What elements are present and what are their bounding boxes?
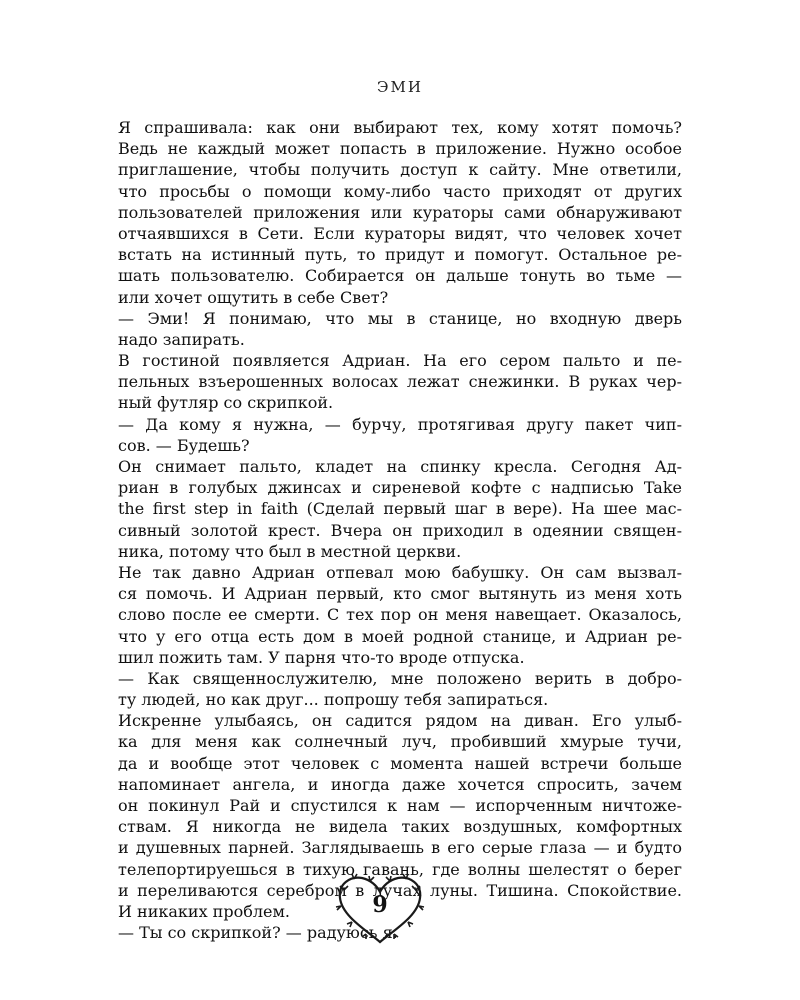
text-line: Он снимает пальто, кладет на спинку кресла. Сегодня Ад- xyxy=(118,457,682,476)
text-line: — Ты со скрипкой? — радуюсь я. xyxy=(118,923,398,943)
text-line: — Эми! Я понимаю, что мы в станице, но входную дверь xyxy=(118,308,682,328)
text-line: и переливаются серебром в лучах луны. Тишина. Спокойствие. xyxy=(118,880,682,900)
text-line: ный футляр со скрипкой. xyxy=(118,393,334,413)
text-line: телепортируешься в тихую гавань, где волны шелестят о берег xyxy=(118,859,682,879)
text-line: — Как священнослужителю, мне положено верить в добро- xyxy=(118,668,682,688)
page-number: 9 xyxy=(372,892,388,918)
text-line: ника, потому что был в местной церкви. xyxy=(118,541,462,561)
text-line: напоминает ангела, и иногда даже хочется спросить, зачем xyxy=(118,774,682,794)
text-line: встать на истинный путь, то придут и помогут. Остальное ре- xyxy=(118,245,682,265)
running-head: ЭМИ xyxy=(377,78,423,96)
text-line: шать пользователю. Собирается он дальше тонуть во тьме — xyxy=(118,266,682,286)
text-line: И никаких проблем. xyxy=(118,901,291,921)
text-line: Не так давно Адриан отпевал мою бабушку. Он сам вызвал- xyxy=(118,562,682,582)
text-line: да и вообще этот человек с момента нашей встречи больше xyxy=(118,753,682,773)
text-line: Я спрашивала: как они выбирают тех, кому хотят помочь? xyxy=(118,118,682,137)
text-line: ту людей, но как друг... попрошу тебя запираться. xyxy=(118,690,549,710)
page-number-ornament xyxy=(330,870,430,950)
text-line: Искренне улыбаясь, он садится рядом на диван. Его улыб- xyxy=(118,711,682,731)
text-line: сивный золотой крест. Вчера он приходил в одеянии священ- xyxy=(118,520,682,540)
text-line: он покинул Рай и спустился к нам — испорченным ничтоже- xyxy=(118,796,682,815)
text-line: и душевных парней. Заглядываешь в его серые глаза — и будто xyxy=(118,838,682,858)
text-line: пользователей приложения или кураторы сами обнаруживают xyxy=(118,202,682,222)
text-line: сов. — Будешь? xyxy=(118,435,250,455)
text-line: что у его отца есть дом в моей родной станице, и Адриан ре- xyxy=(118,626,682,646)
text-line: слово после ее смерти. С тех пор он меня навещает. Оказалось, xyxy=(118,605,682,625)
text-line: отчаявшихся в Сети. Если кураторы видят, что человек хочет xyxy=(118,223,682,243)
text-line: В гостиной появляется Адриан. На его сером пальто и пе- xyxy=(118,351,682,371)
text-line: шил пожить там. У парня что-то вроде отпуска. xyxy=(118,647,525,667)
text-line: ка для меня как солнечный луч, пробивший хмурые тучи, xyxy=(118,732,682,752)
text-line: надо запирать. xyxy=(118,329,245,349)
text-line: что просьбы о помощи кому-либо часто приходят от других xyxy=(118,181,682,201)
text-line: ствам. Я никогда не видела таких воздушных, комфортных xyxy=(118,817,682,837)
text-line: the first step in faith (Сделай первый шаг в вере). На шее мас- xyxy=(118,499,682,519)
text-line: ся помочь. И Адриан первый, кто смог вытянуть из меня хоть xyxy=(118,584,682,604)
body-text xyxy=(118,117,682,943)
text-line: Ведь не каждый может попасть в приложение. Нужно особое xyxy=(118,139,682,159)
text-line: приглашение, чтобы получить доступ к сайту. Мне ответили, xyxy=(118,160,682,180)
text-line: пельных взъерошенных волосах лежат снежинки. В руках чер- xyxy=(118,372,682,392)
text-line: или хочет ощутить в себе Свет? xyxy=(118,287,389,307)
text-line: риан в голубых джинсах и сиреневой кофте с надписью Take xyxy=(118,478,682,498)
text-line: — Да кому я нужна, — бурчу, протягивая другу пакет чип- xyxy=(118,414,682,434)
